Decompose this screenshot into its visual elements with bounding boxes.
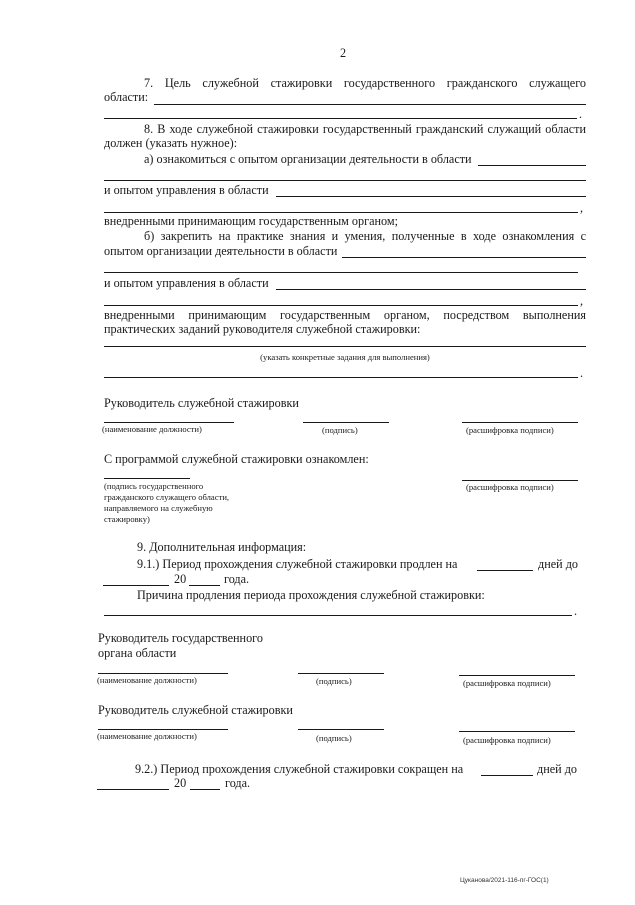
item9-2-year-blank	[190, 789, 220, 790]
item8b-comma: ,	[580, 294, 584, 308]
item8b-mgmt-line	[276, 289, 586, 290]
item8b-mgmt: и опытом управления в области	[104, 276, 269, 290]
sign2-position-caption: (наименование должности)	[97, 675, 197, 685]
sign1-decode-line	[462, 422, 578, 423]
item8b-mgmt-line-2	[104, 305, 578, 306]
sign3-decode-line	[459, 731, 575, 732]
item8a-mgmt-line	[276, 196, 586, 197]
item8-end-mark: .	[580, 366, 584, 380]
sign2-decode-caption: (расшифровка подписи)	[463, 678, 551, 688]
sign2-decode-line	[459, 675, 575, 676]
item9-reason-line	[104, 615, 572, 616]
item7-fill-line-2	[104, 118, 577, 119]
item8b-line1: б) закрепить на практике знания и умения, полученные в ходе ознакомления с	[144, 229, 586, 243]
acquaint-title: С программой служебной стажировки ознакомлен:	[104, 452, 369, 466]
item8b-fill-line-2	[104, 272, 578, 273]
sign1-position-line	[104, 422, 234, 423]
sign1-signature-caption: (подпись)	[322, 425, 358, 435]
item8a-end: внедренными принимающим государственным органом;	[104, 214, 399, 228]
item8b-line2: опытом организации деятельности в области	[104, 244, 338, 258]
tasks-line-1	[104, 346, 586, 347]
item9-2-date-blank	[97, 789, 169, 790]
acquaint-caption-line4: стажировку)	[104, 514, 150, 524]
item9-2-days-blank	[481, 775, 533, 776]
document-footer-code: Цуканова/2021-116-пг-ГОС(1)	[460, 877, 549, 884]
tasks-caption: (указать конкретные задания для выполнения)	[260, 352, 430, 362]
item9-1-year-prefix: 20	[174, 572, 187, 586]
sign3-position-line	[98, 729, 228, 730]
sign2-position-line	[98, 673, 228, 674]
item7-line1: 7. Цель служебной стажировки государственного гражданского служащего	[144, 76, 586, 90]
item9-1-days-text: дней до	[538, 557, 578, 571]
acquaint-decode-caption: (расшифровка подписи)	[466, 482, 554, 492]
item9-1-line1: 9.1.) Период прохождения служебной стажировки продлен на	[137, 557, 458, 571]
acquaint-caption-line1: (подпись государственного	[104, 481, 204, 491]
tasks-line-2	[104, 377, 578, 378]
item9-2-year-prefix: 20	[174, 776, 187, 790]
sign2-title-line2: органа области	[98, 646, 177, 660]
acquaint-caption-line3: направляемого на служебную	[104, 503, 213, 513]
item9-1-year-blank	[189, 585, 220, 586]
sign3-title: Руководитель служебной стажировки	[98, 703, 293, 717]
item9-2-days-text: дней до	[537, 762, 577, 776]
item8b-end2: практических заданий руководителя служебной стажировки:	[104, 322, 421, 336]
item9-2-year-suffix: года.	[225, 776, 251, 790]
item8a-fill-line	[478, 165, 586, 166]
sign2-signature-line	[298, 673, 384, 674]
item8a-fill-line-2	[104, 180, 586, 181]
sign1-title: Руководитель служебной стажировки	[104, 396, 299, 410]
acquaint-signature-line	[104, 478, 190, 479]
sign1-position-caption: (наименование должности)	[102, 424, 202, 434]
acquaint-caption-line2: гражданского служащего области,	[104, 492, 230, 502]
item8a-line: а) ознакомиться с опытом организации деятельности в области	[144, 152, 472, 166]
item9-1-date-blank	[103, 585, 169, 586]
item8a-mgmt: и опытом управления в области	[104, 183, 269, 197]
item8-line2: должен (указать нужное):	[104, 136, 238, 150]
item9-end-mark: .	[574, 604, 578, 618]
item9-1-days-blank	[477, 570, 533, 571]
item7-end-mark: .	[579, 107, 583, 121]
item9-1-year-suffix: года.	[224, 572, 250, 586]
sign3-signature-caption: (подпись)	[316, 733, 352, 743]
item9-reason: Причина продления периода прохождения служебной стажировки:	[137, 588, 485, 602]
item7-line2: области:	[104, 90, 149, 104]
sign2-title-line1: Руководитель государственного	[98, 631, 263, 645]
sign3-decode-caption: (расшифровка подписи)	[463, 735, 551, 745]
sign3-position-caption: (наименование должности)	[97, 731, 197, 741]
item9-heading: 9. Дополнительная информация:	[137, 540, 307, 554]
item8a-mgmt-line-2	[104, 212, 578, 213]
item7-fill-line-1	[154, 104, 586, 105]
item8b-fill-line	[342, 257, 586, 258]
item8a-comma: ,	[580, 201, 584, 215]
sign2-signature-caption: (подпись)	[316, 676, 352, 686]
item8-line1: 8. В ходе служебной стажировки государственный гражданский служащий области	[144, 122, 586, 136]
sign1-decode-caption: (расшифровка подписи)	[466, 425, 554, 435]
sign3-signature-line	[298, 729, 384, 730]
acquaint-decode-line	[462, 480, 578, 481]
sign1-signature-line	[303, 422, 389, 423]
page-number: 2	[340, 46, 347, 60]
item8b-end1: внедренными принимающим государственным органом, посредством выполнения	[104, 308, 586, 322]
item9-2-line1: 9.2.) Период прохождения служебной стажировки сокращен на	[135, 762, 464, 776]
